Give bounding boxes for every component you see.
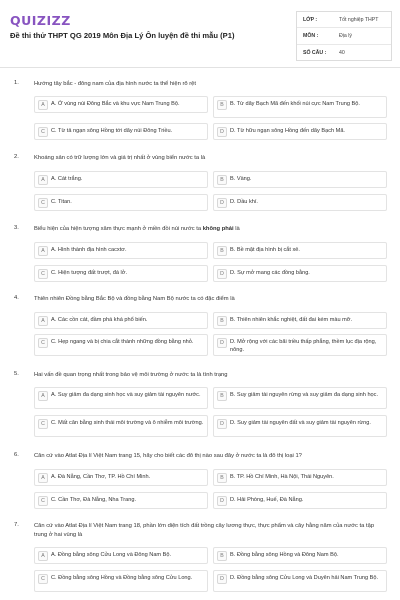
question-text: Căn cứ vào Atlat Địa lí Việt Nam trang 18, phần lớn diện tích đất trồng cây lương thực, thực phẩm và cây hằng năm của nước ta tập trung ở hai vùng là [34,523,375,538]
option-letter: A [38,175,48,185]
question-text: Hai vấn đề quan trọng nhất trong bảo vệ môi trường ở nước ta là tình trạng [34,372,228,378]
option-c[interactable] [34,265,208,282]
meta-label: MÔN : [303,33,319,40]
meta-value: 40 [339,49,345,56]
option-text: D. Dầu khí. [230,199,258,205]
option-text: A. Ở vùng núi Đông Bắc và khu vực Nam Trung Bộ. [51,101,180,107]
question-text [34,225,384,234]
option-text: D. Mở rộng với các bãi triều thấp phẳng, thềm lục địa rộng, nông. [230,339,377,353]
option-letter: A [38,391,48,401]
option-text: C. Hẹp ngang và bị chia cắt thành những đồng bằng nhỏ. [51,339,194,345]
option-letter: B [217,246,227,256]
question-number: 5. [14,371,19,377]
quizizz-logo: QUIZIZZ [10,13,71,28]
option-d[interactable] [213,194,387,211]
option-a[interactable] [34,171,208,188]
option-text: B. Vàng. [230,176,252,182]
option-letter: B [217,473,227,483]
option-a[interactable] [34,469,208,486]
option-c[interactable] [34,492,208,509]
option-letter: D [217,269,227,279]
option-letter: B [217,100,227,110]
option-text: A. Suy giảm đa dạng sinh học và suy giảm tài nguyên nước. [51,392,201,398]
meta-row-subject [297,28,391,44]
question-text-emphasis: không phải [202,226,234,232]
option-d[interactable] [213,570,387,592]
option-letter: B [217,175,227,185]
question-text: Khoáng sản có trữ lượng lớn và giá trị nhất ở vùng biển nước ta là [34,155,206,161]
option-letter: C [38,496,48,506]
question-number: 2. [14,154,19,160]
option-letter: D [217,574,227,584]
meta-table [296,11,392,61]
option-a[interactable] [34,547,208,564]
option-d[interactable] [213,415,387,437]
option-text: C. Titan. [51,199,72,205]
option-text: A. Đồng bằng sông Cửu Long và Đông Nam Bộ. [51,552,172,558]
option-letter: D [217,338,227,348]
option-text: B. Từ dãy Bạch Mã đến khối núi cực Nam Trung Bộ. [230,101,360,107]
option-b[interactable] [213,547,387,564]
meta-row-count [297,45,391,61]
question-number: 3. [14,225,19,231]
option-text: A. Cát trắng. [51,176,83,182]
option-text: B. Bề mặt địa hình bị cắt xẻ. [230,247,300,253]
option-text: B. Đồng bằng sông Hồng và Đông Nam Bộ. [230,552,339,558]
option-letter: A [38,316,48,326]
question-text: Hướng tây bắc - đông nam của địa hình nước ta thể hiện rõ rệt [34,81,196,87]
worksheet-header [0,0,400,68]
option-letter: A [38,473,48,483]
option-letter: A [38,551,48,561]
option-letter: B [217,551,227,561]
option-text: C. Từ tả ngạn sông Hồng tới dãy núi Đông Triều. [51,128,173,134]
meta-label: SỐ CÂU : [303,49,327,56]
meta-label: LỚP : [303,17,318,23]
option-c[interactable] [34,415,208,437]
option-text: D. Hải Phòng, Huế, Đà Nẵng. [230,497,304,503]
question-text: Thiên nhiên Đồng bằng Bắc Bộ và đồng bằng Nam Bộ nước ta có đặc điểm là [34,296,235,302]
option-text: A. Hình thành địa hình cacxtơ. [51,247,127,253]
option-text: C. Cần Thơ, Đà Nẵng, Nha Trang. [51,497,137,503]
option-d[interactable] [213,265,387,282]
option-letter: A [38,246,48,256]
question-text-part: Biểu hiện của hiện tượng xâm thực mạnh ở miền đồi núi nước ta [34,226,203,232]
option-text: B. TP. Hồ Chí Minh, Hà Nội, Thái Nguyên. [230,474,334,480]
option-d[interactable] [213,123,387,140]
option-a[interactable] [34,312,208,329]
question-number: 4. [14,295,19,301]
option-letter: D [217,198,227,208]
option-text: A. Các cồn cát, đầm phá khá phổ biến. [51,317,148,323]
option-text: C. Hiện tượng đất trượt, đá lở. [51,270,128,276]
option-text: D. Suy giảm tài nguyên đất và suy giảm tài nguyên rừng. [230,420,371,426]
question-number: 6. [14,452,19,458]
option-a[interactable] [34,387,208,409]
option-b[interactable] [213,469,387,486]
meta-value: Địa lý [339,33,352,40]
option-b[interactable] [213,96,387,118]
option-a[interactable] [34,96,208,113]
option-letter: D [217,496,227,506]
option-a[interactable] [34,242,208,259]
option-letter: C [38,419,48,429]
option-b[interactable] [213,171,387,188]
option-text: D. Từ hữu ngạn sông Hồng đến dãy Bạch Mã. [230,128,345,134]
meta-row-class [297,12,391,28]
option-text: C. Mất cân bằng sinh thái môi trường và ô nhiễm môi trường. [51,420,204,426]
option-d[interactable] [213,334,387,356]
option-b[interactable] [213,312,387,329]
option-letter: C [38,269,48,279]
meta-value: Tốt nghiệp THPT [339,17,379,23]
option-c[interactable] [34,334,208,356]
option-text: B. Suy giảm tài nguyên rừng và suy giảm đa dạng sinh học. [230,392,379,398]
option-d[interactable] [213,492,387,509]
page-title: Đề thi thử THPT QG 2019 Môn Địa Lý Ôn luyện đề thi mẫu (P1) [10,31,235,40]
option-letter: C [38,198,48,208]
option-c[interactable] [34,123,208,140]
option-letter: B [217,316,227,326]
option-text: D. Đồng bằng sông Cửu Long và Duyên hải Nam Trung Bộ. [230,575,379,581]
question-text-part: là [233,226,240,232]
option-letter: B [217,391,227,401]
option-b[interactable] [213,242,387,259]
option-letter: C [38,574,48,584]
question-number: 7. [14,522,19,528]
option-letter: D [217,127,227,137]
question-text: Căn cứ vào Atlat Địa lí Việt Nam trang 15, hãy cho biết các đô thị nào sau đây ở nước ta là đô thị loại 1? [34,453,302,459]
option-text: A. Đà Nẵng, Cần Thơ, TP. Hồ Chí Minh. [51,474,151,480]
option-c[interactable] [34,570,208,592]
option-letter: C [38,338,48,348]
option-text: D. Sự mở mang các đồng bằng. [230,270,310,276]
option-letter: C [38,127,48,137]
option-letter: A [38,100,48,110]
option-letter: D [217,419,227,429]
option-b[interactable] [213,387,387,409]
option-text: B. Thiên nhiên khắc nghiệt, đất đai kém màu mỡ. [230,317,353,323]
question-number: 1. [14,80,19,86]
option-text: C. Đồng bằng sông Hồng và Đồng bằng sông Cửu Long. [51,575,193,581]
option-c[interactable] [34,194,208,211]
